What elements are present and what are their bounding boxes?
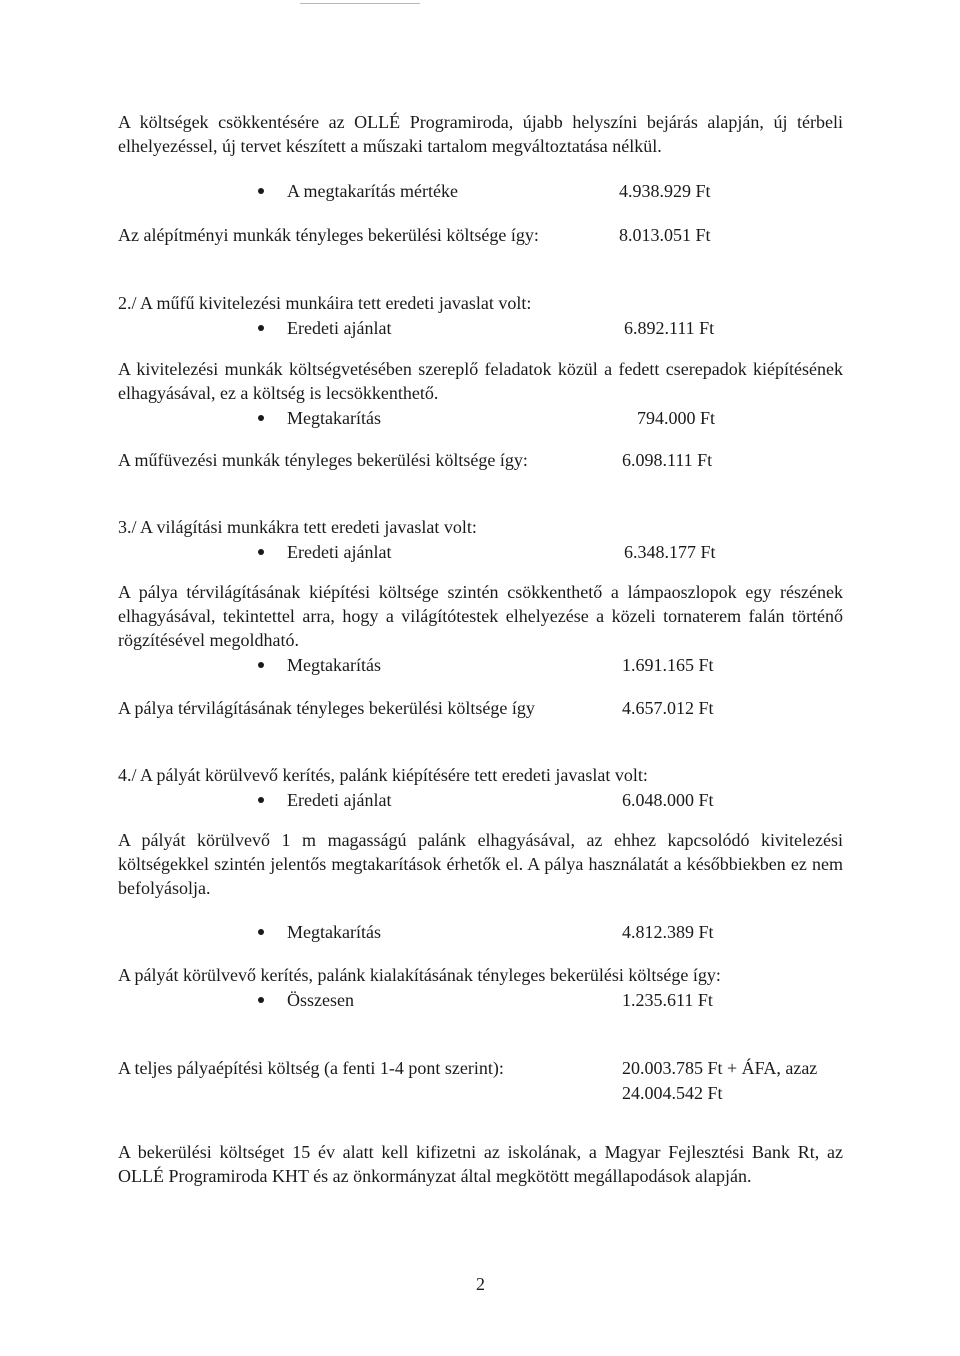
section3-offer-amount: 6.348.177 Ft bbox=[624, 542, 716, 562]
grand-total-label: A teljes pályaépítési költség (a fenti 1-4 pont szerint): bbox=[118, 1058, 504, 1078]
intro-saving-amount: 4.938.929 Ft bbox=[619, 181, 711, 201]
grand-total-net: 20.003.785 Ft + ÁFA, azaz bbox=[622, 1058, 818, 1078]
section3-offer-label: Eredeti ajánlat bbox=[287, 542, 392, 562]
section4-paragraph: A pályát körülvevő 1 m magasságú palánk elhagyásával, az ehhez kapcsolódó kivitelezési költségekkel szintén jelentős megtakarítások érhetők el. A pálya használatát a későbbiekben ez nem befolyásolja. bbox=[118, 830, 843, 898]
section2-paragraph: A kivitelezési munkák költségvetésében szereplő feladatok közül a fedett cserepadok kiépítésének elhagyásával, ez a költség is lecsökkenthető. bbox=[118, 359, 843, 403]
intro-total-label: Az alépítményi munkák tényleges bekerülési költsége így: bbox=[118, 225, 539, 245]
section2-heading: 2./ A műfű kivitelezési munkáira tett eredeti javaslat volt: bbox=[118, 293, 532, 313]
section3-saving-amount: 1.691.165 Ft bbox=[622, 655, 714, 675]
section4-offer-amount: 6.048.000 Ft bbox=[622, 790, 714, 810]
bullet-icon bbox=[258, 997, 264, 1003]
intro-total-amount: 8.013.051 Ft bbox=[619, 225, 711, 245]
section2-saving-label: Megtakarítás bbox=[287, 408, 381, 428]
section4-saving-amount: 4.812.389 Ft bbox=[622, 922, 714, 942]
page-number: 2 bbox=[476, 1274, 485, 1294]
intro-saving-label: A megtakarítás mértéke bbox=[287, 181, 458, 201]
section4-sum-label: Összesen bbox=[287, 990, 354, 1010]
bullet-icon bbox=[258, 188, 264, 194]
section4-total-heading: A pályát körülvevő kerítés, palánk kialakításának tényleges bekerülési költsége így: bbox=[118, 965, 721, 985]
closing-paragraph: A bekerülési költséget 15 év alatt kell kifizetni az iskolának, a Magyar Fejlesztési Bank Rt, az OLLÉ Programiroda KHT és az önkormányzat által megkötött megállapodások alapján. bbox=[118, 1142, 843, 1186]
section2-offer-label: Eredeti ajánlat bbox=[287, 318, 392, 338]
scan-edge-line bbox=[300, 3, 420, 4]
bullet-icon bbox=[258, 415, 264, 421]
section3-saving-label: Megtakarítás bbox=[287, 655, 381, 675]
section4-sum-amount: 1.235.611 Ft bbox=[622, 990, 713, 1010]
section3-total-amount: 4.657.012 Ft bbox=[622, 698, 714, 718]
intro-paragraph: A költségek csökkentésére az OLLÉ Programiroda, újabb helyszíni bejárás alapján, új térbeli elhelyezéssel, új tervet készített a műszaki tartalom megváltoztatása nélkül. bbox=[118, 112, 843, 156]
section3-paragraph: A pálya térvilágításának kiépítési költsége szintén csökkenthető a lámpaoszlopok egy részének elhagyásával, tekintettel arra, hogy a világítótestek elhelyezése a közeli tornaterem falán történő rögzítésével megoldható. bbox=[118, 582, 843, 650]
bullet-icon bbox=[258, 662, 264, 668]
section4-saving-label: Megtakarítás bbox=[287, 922, 381, 942]
bullet-icon bbox=[258, 797, 264, 803]
bullet-icon bbox=[258, 325, 264, 331]
section2-offer-amount: 6.892.111 Ft bbox=[624, 318, 715, 338]
section3-heading: 3./ A világítási munkákra tett eredeti javaslat volt: bbox=[118, 517, 477, 537]
section4-offer-label: Eredeti ajánlat bbox=[287, 790, 392, 810]
bullet-icon bbox=[258, 929, 264, 935]
section4-heading: 4./ A pályát körülvevő kerítés, palánk kiépítésére tett eredeti javaslat volt: bbox=[118, 765, 648, 785]
section2-total-label: A műfüvezési munkák tényleges bekerülési költsége így: bbox=[118, 450, 528, 470]
section3-total-label: A pálya térvilágításának tényleges bekerülési költsége így bbox=[118, 698, 535, 718]
grand-total-gross: 24.004.542 Ft bbox=[622, 1083, 723, 1103]
bullet-icon bbox=[258, 549, 264, 555]
section2-saving-amount: 794.000 Ft bbox=[637, 408, 716, 428]
section2-total-amount: 6.098.111 Ft bbox=[622, 450, 713, 470]
